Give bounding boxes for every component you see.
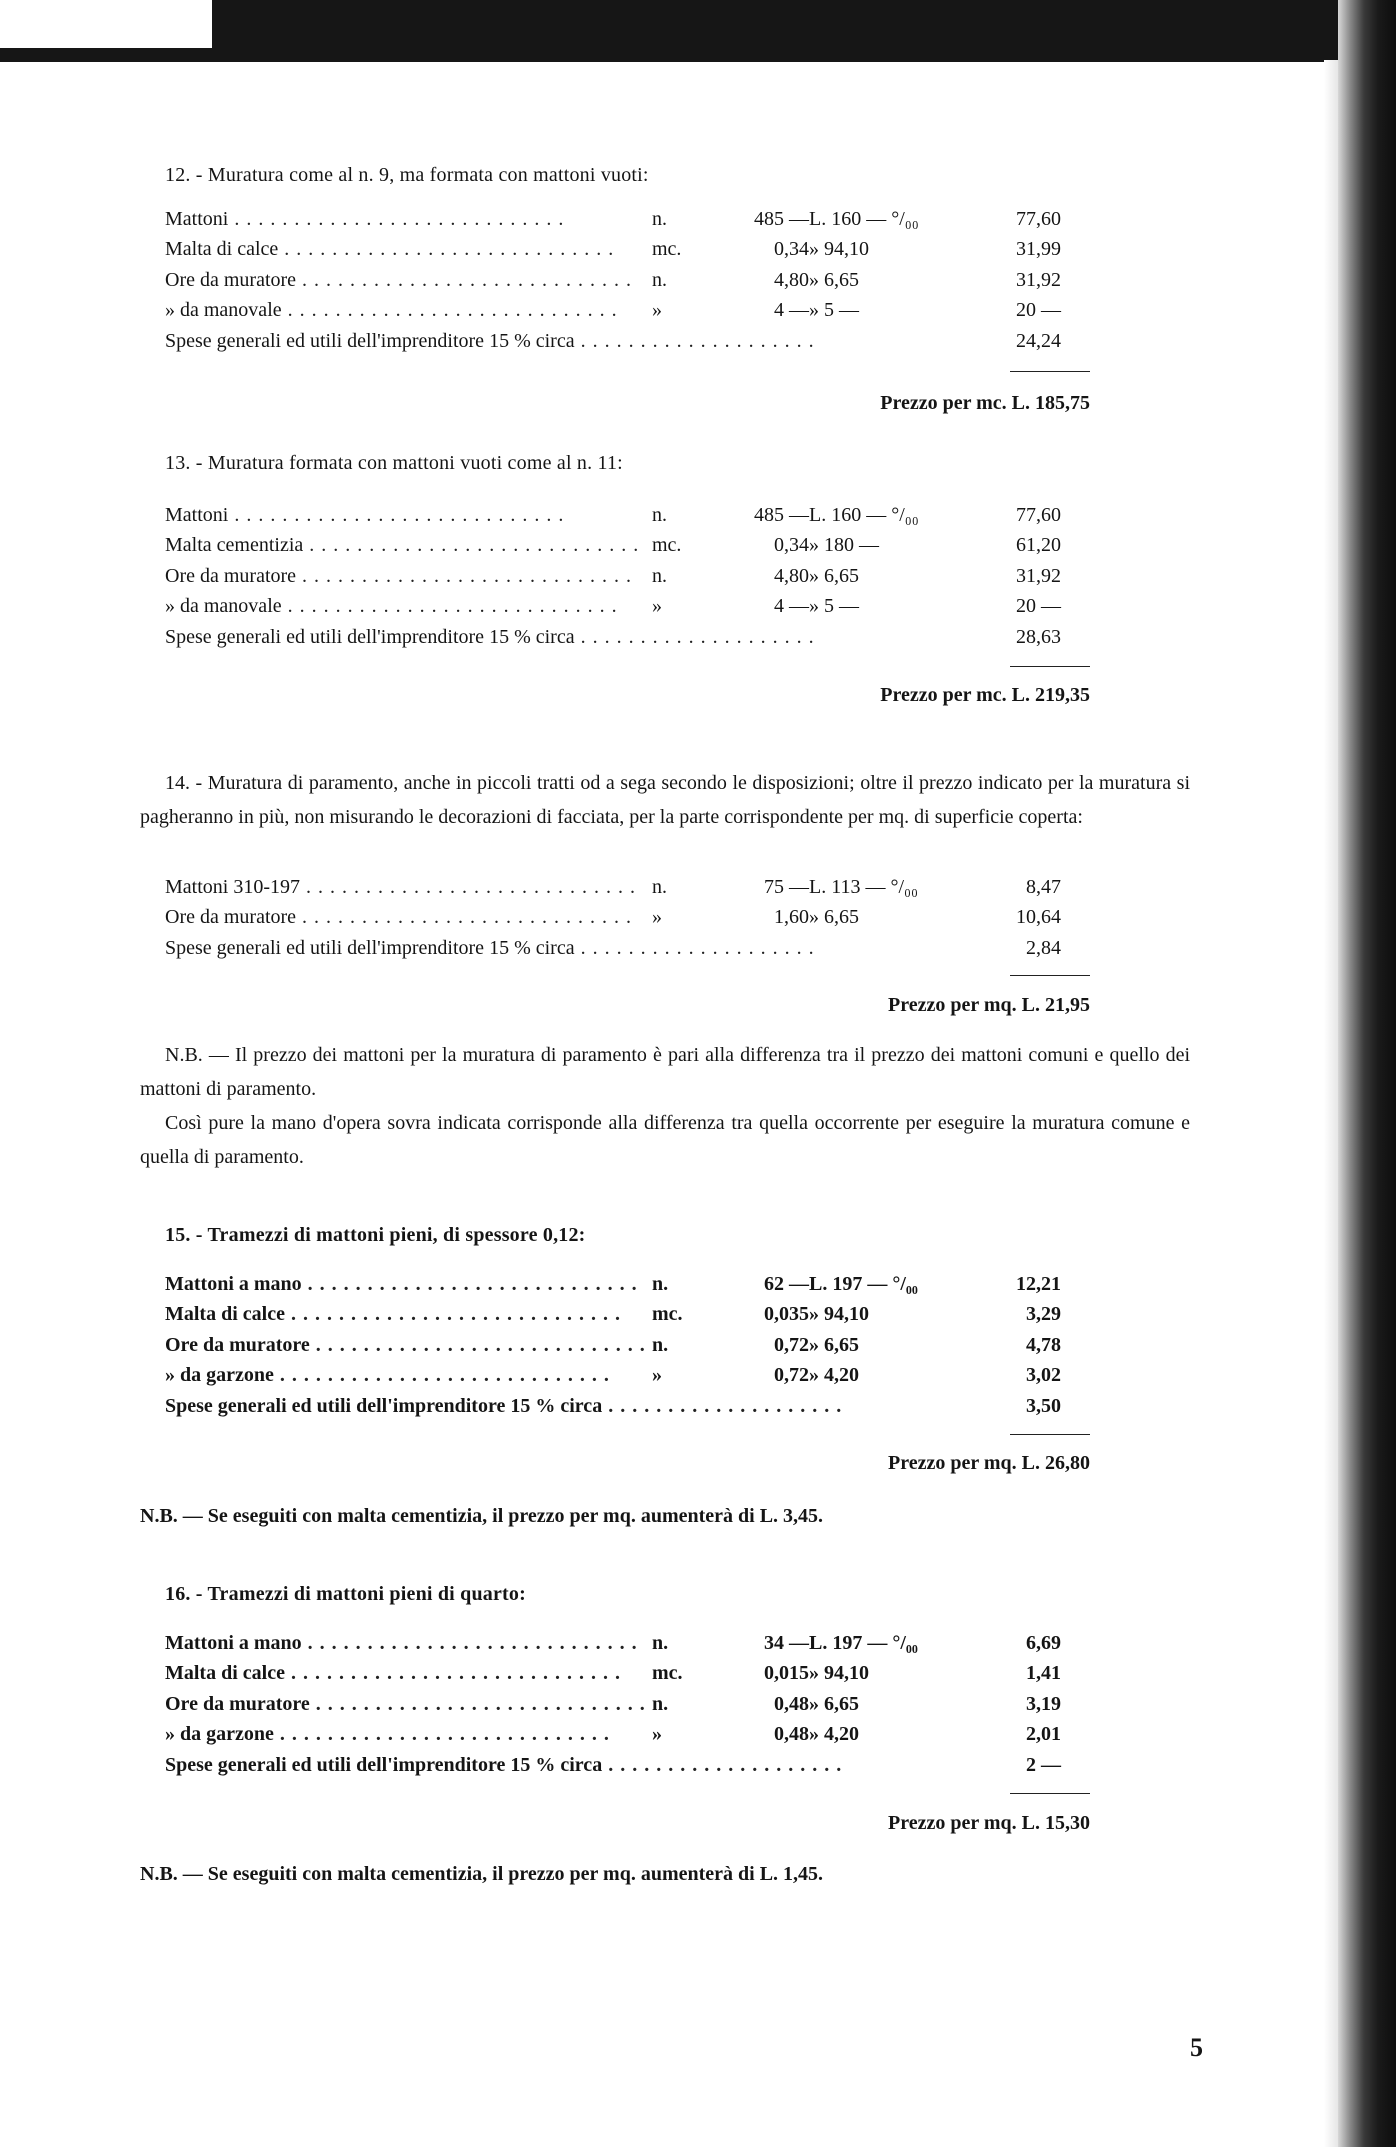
row-amount: 2,01: [1026, 1723, 1061, 1746]
row-price: » 6,65: [809, 906, 859, 929]
row-amount: 10,64: [1016, 906, 1061, 929]
row-desc: Ore da muratore . . . . . . . . . . . . . . . . . . . . . . . . . . . .: [165, 1333, 646, 1356]
page-number: 5: [1190, 2033, 1203, 2062]
row-unit: n.: [652, 1333, 669, 1356]
table-row: [165, 1628, 1061, 1659]
row-qty: 485 —: [754, 207, 809, 230]
spese-desc: Spese generali ed utili dell'imprenditore 15 % circa . . . . . . . . . . . . . . . . . . . .: [165, 625, 815, 648]
row-qty: 34 —: [764, 1631, 809, 1654]
row-unit: »: [652, 1364, 662, 1387]
section-14-total: Prezzo per mq. L. 21,95: [887, 994, 1090, 1016]
table-row: [165, 1330, 1061, 1361]
row-qty: 4 —: [774, 299, 809, 322]
row-amount: 61,20: [1016, 534, 1061, 557]
row-desc: Mattoni a mano . . . . . . . . . . . . . . . . . . . . . . . . . . . .: [165, 1272, 638, 1295]
row-qty: 62 —: [764, 1272, 809, 1295]
row-qty: 1,60: [774, 906, 809, 929]
section-15-table: [165, 1269, 1061, 1422]
row-price: » 4,20: [809, 1723, 859, 1746]
row-desc: Mattoni . . . . . . . . . . . . . . . . . . . . . . . . . . . .: [165, 503, 565, 526]
row-price: » 94,10: [809, 1303, 869, 1326]
row-amount: 77,60: [1016, 503, 1061, 526]
row-desc: Ore da muratore . . . . . . . . . . . . . . . . . . . . . . . . . . . .: [165, 564, 633, 587]
row-amount: 6,69: [1026, 1631, 1061, 1654]
section-14-intro-text: 14. - Muratura di paramento, anche in piccoli tratti od a sega secondo le disposizioni; oltre il prezzo indicato per la muratura si pagheranno in più, non misurando le decorazioni di facciata, per la parte corrispondente per mq. di superficie coperta:: [140, 772, 1190, 828]
row-price: » 6,65: [809, 1333, 859, 1356]
table-row: [165, 235, 1061, 266]
section-15-title: 15. - Tramezzi di mattoni pieni, di spessore 0,12:: [165, 1224, 586, 1246]
row-qty: 0,72: [774, 1364, 809, 1387]
section-13-title: 13. - Muratura formata con mattoni vuoti come al n. 11:: [165, 452, 623, 474]
table-row: [165, 872, 1061, 903]
total-rule: [1010, 666, 1090, 667]
row-amount: 3,02: [1026, 1364, 1061, 1387]
total-rule: [1010, 1434, 1090, 1435]
row-amount: 1,41: [1026, 1662, 1061, 1685]
section-12-table: [165, 204, 1061, 357]
row-amount: 31,92: [1016, 268, 1061, 291]
row-qty: 485 —: [754, 503, 809, 526]
row-unit: n.: [652, 268, 667, 291]
row-unit: »: [652, 595, 662, 618]
section-14-table: [165, 872, 1061, 964]
row-price: » 6,65: [809, 1692, 859, 1715]
spese-desc: Spese generali ed utili dell'imprenditore 15 % circa . . . . . . . . . . . . . . . . . . . .: [165, 329, 815, 352]
section-16-title: 16. - Tramezzi di mattoni pieni di quarto:: [165, 1583, 526, 1605]
row-unit: mc.: [652, 534, 682, 557]
row-price: » 5 —: [809, 595, 859, 618]
row-qty: 0,48: [774, 1723, 809, 1746]
table-row-spese: [165, 1391, 1061, 1422]
row-amount: 12,21: [1016, 1272, 1061, 1295]
row-price: L. 197 — °/₀₀: [809, 1631, 918, 1654]
section-13-total: Prezzo per mc. L. 219,35: [880, 684, 1090, 706]
table-row: [165, 204, 1061, 235]
spese-desc: Spese generali ed utili dell'imprenditore 15 % circa . . . . . . . . . . . . . . . . . . . .: [165, 1394, 843, 1417]
table-row: [165, 561, 1061, 592]
row-desc: Ore da muratore . . . . . . . . . . . . . . . . . . . . . . . . . . . .: [165, 1692, 646, 1715]
spese-desc: Spese generali ed utili dell'imprenditore 15 % circa . . . . . . . . . . . . . . . . . . . .: [165, 1753, 843, 1776]
row-amount: 20 —: [1016, 299, 1061, 322]
row-amount: 31,99: [1016, 238, 1061, 261]
row-desc: » da manovale . . . . . . . . . . . . . . . . . . . . . . . . . . . .: [165, 595, 618, 618]
row-price: » 6,65: [809, 268, 859, 291]
row-desc: » da manovale . . . . . . . . . . . . . . . . . . . . . . . . . . . .: [165, 299, 618, 322]
row-price: L. 197 — °/₀₀: [809, 1272, 918, 1295]
row-desc: Mattoni . . . . . . . . . . . . . . . . . . . . . . . . . . . .: [165, 207, 565, 230]
row-unit: mc.: [652, 1662, 683, 1685]
row-unit: n.: [652, 1631, 669, 1654]
table-row: [165, 592, 1061, 623]
total-rule: [1010, 1793, 1090, 1794]
table-row: [165, 1361, 1061, 1392]
row-amount: 4,78: [1026, 1333, 1061, 1356]
row-desc: » da garzone . . . . . . . . . . . . . . . . . . . . . . . . . . . .: [165, 1364, 610, 1387]
table-row: [165, 903, 1061, 934]
table-row-spese: [165, 933, 1061, 964]
spese-amount: 2 —: [1026, 1753, 1061, 1776]
spese-amount: 2,84: [1026, 936, 1061, 959]
row-unit: n.: [652, 503, 667, 526]
row-qty: 0,72: [774, 1333, 809, 1356]
row-qty: 0,035: [764, 1303, 809, 1326]
table-row: [165, 296, 1061, 327]
row-desc: Malta cementizia . . . . . . . . . . . . . . . . . . . . . . . . . . . .: [165, 534, 640, 557]
row-qty: 75 —: [764, 875, 809, 898]
table-row: [165, 1689, 1061, 1720]
row-unit: n.: [652, 875, 667, 898]
section-14-notes: [140, 1038, 1190, 1174]
row-desc: Ore da muratore . . . . . . . . . . . . . . . . . . . . . . . . . . . .: [165, 906, 633, 929]
section-16-table: [165, 1628, 1061, 1781]
row-amount: 8,47: [1026, 875, 1061, 898]
table-row-spese: [165, 622, 1061, 653]
table-row: [165, 1269, 1061, 1300]
row-unit: n.: [652, 207, 667, 230]
row-desc: Malta di calce . . . . . . . . . . . . . . . . . . . . . . . . . . . .: [165, 1662, 621, 1685]
spese-amount: 3,50: [1026, 1394, 1061, 1417]
section-13-table: [165, 500, 1061, 653]
table-row: [165, 531, 1061, 562]
row-amount: 3,19: [1026, 1692, 1061, 1715]
spese-amount: 24,24: [1016, 329, 1061, 352]
row-desc: Mattoni 310-197 . . . . . . . . . . . . . . . . . . . . . . . . . . . .: [165, 875, 636, 898]
row-amount: 31,92: [1016, 564, 1061, 587]
row-unit: mc.: [652, 1303, 683, 1326]
row-desc: » da garzone . . . . . . . . . . . . . . . . . . . . . . . . . . . .: [165, 1723, 610, 1746]
table-row: [165, 1659, 1061, 1690]
row-desc: Mattoni a mano . . . . . . . . . . . . . . . . . . . . . . . . . . . .: [165, 1631, 638, 1654]
row-price: » 4,20: [809, 1364, 859, 1387]
row-unit: n.: [652, 1272, 669, 1295]
row-amount: 77,60: [1016, 207, 1061, 230]
total-rule: [1010, 371, 1090, 372]
row-unit: n.: [652, 1692, 669, 1715]
row-qty: 4,80: [774, 564, 809, 587]
row-qty: 4 —: [774, 595, 809, 618]
spese-amount: 28,63: [1016, 625, 1061, 648]
section-14-intro: [140, 766, 1190, 834]
row-unit: »: [652, 906, 662, 929]
section-15-total: Prezzo per mq. L. 26,80: [887, 1452, 1090, 1474]
table-row: [165, 500, 1061, 531]
section-14-nb-1: N.B. — Il prezzo dei mattoni per la muratura di paramento è pari alla differenza tra il prezzo dei mattoni comuni e quello dei mattoni di paramento.: [140, 1044, 1190, 1100]
row-price: » 94,10: [809, 1662, 869, 1685]
row-unit: mc.: [652, 238, 682, 261]
row-qty: 4,80: [774, 268, 809, 291]
row-price: » 180 —: [809, 534, 879, 557]
total-rule: [1010, 975, 1090, 976]
row-amount: 20 —: [1016, 595, 1061, 618]
table-row-spese: [165, 1750, 1061, 1781]
row-unit: »: [652, 1723, 662, 1746]
row-desc: Malta di calce . . . . . . . . . . . . . . . . . . . . . . . . . . . .: [165, 1303, 621, 1326]
row-amount: 3,29: [1026, 1303, 1061, 1326]
row-price: L. 160 — °/₀₀: [809, 207, 919, 230]
section-12-title: 12. - Muratura come al n. 9, ma formata con mattoni vuoti:: [165, 164, 649, 186]
section-14-nb-2: Così pure la mano d'opera sovra indicata corrisponde alla differenza tra quella occorrente per eseguire la muratura comune e quella di paramento.: [140, 1112, 1190, 1168]
row-price: L. 113 — °/₀₀: [809, 875, 918, 898]
table-row-spese: [165, 326, 1061, 357]
row-price: » 6,65: [809, 564, 859, 587]
section-12-total: Prezzo per mc. L. 185,75: [880, 392, 1090, 414]
spese-desc: Spese generali ed utili dell'imprenditore 15 % circa . . . . . . . . . . . . . . . . . . . .: [165, 936, 815, 959]
row-qty: 0,015: [764, 1662, 809, 1685]
row-qty: 0,34: [774, 534, 809, 557]
row-unit: n.: [652, 564, 667, 587]
row-qty: 0,48: [774, 1692, 809, 1715]
section-15-note: N.B. — Se eseguiti con malta cementizia, il prezzo per mq. aumenterà di L. 3,45.: [140, 1505, 824, 1527]
row-desc: Ore da muratore . . . . . . . . . . . . . . . . . . . . . . . . . . . .: [165, 268, 633, 291]
row-price: L. 160 — °/₀₀: [809, 503, 919, 526]
table-row: [165, 1300, 1061, 1331]
section-16-note: N.B. — Se eseguiti con malta cementizia, il prezzo per mq. aumenterà di L. 1,45.: [140, 1863, 824, 1885]
row-price: » 5 —: [809, 299, 859, 322]
row-unit: »: [652, 299, 662, 322]
section-16-total: Prezzo per mq. L. 15,30: [887, 1812, 1090, 1834]
row-desc: Malta di calce . . . . . . . . . . . . . . . . . . . . . . . . . . . .: [165, 238, 615, 261]
row-price: » 94,10: [809, 238, 869, 261]
row-qty: 0,34: [774, 238, 809, 261]
table-row: [165, 1720, 1061, 1751]
table-row: [165, 265, 1061, 296]
